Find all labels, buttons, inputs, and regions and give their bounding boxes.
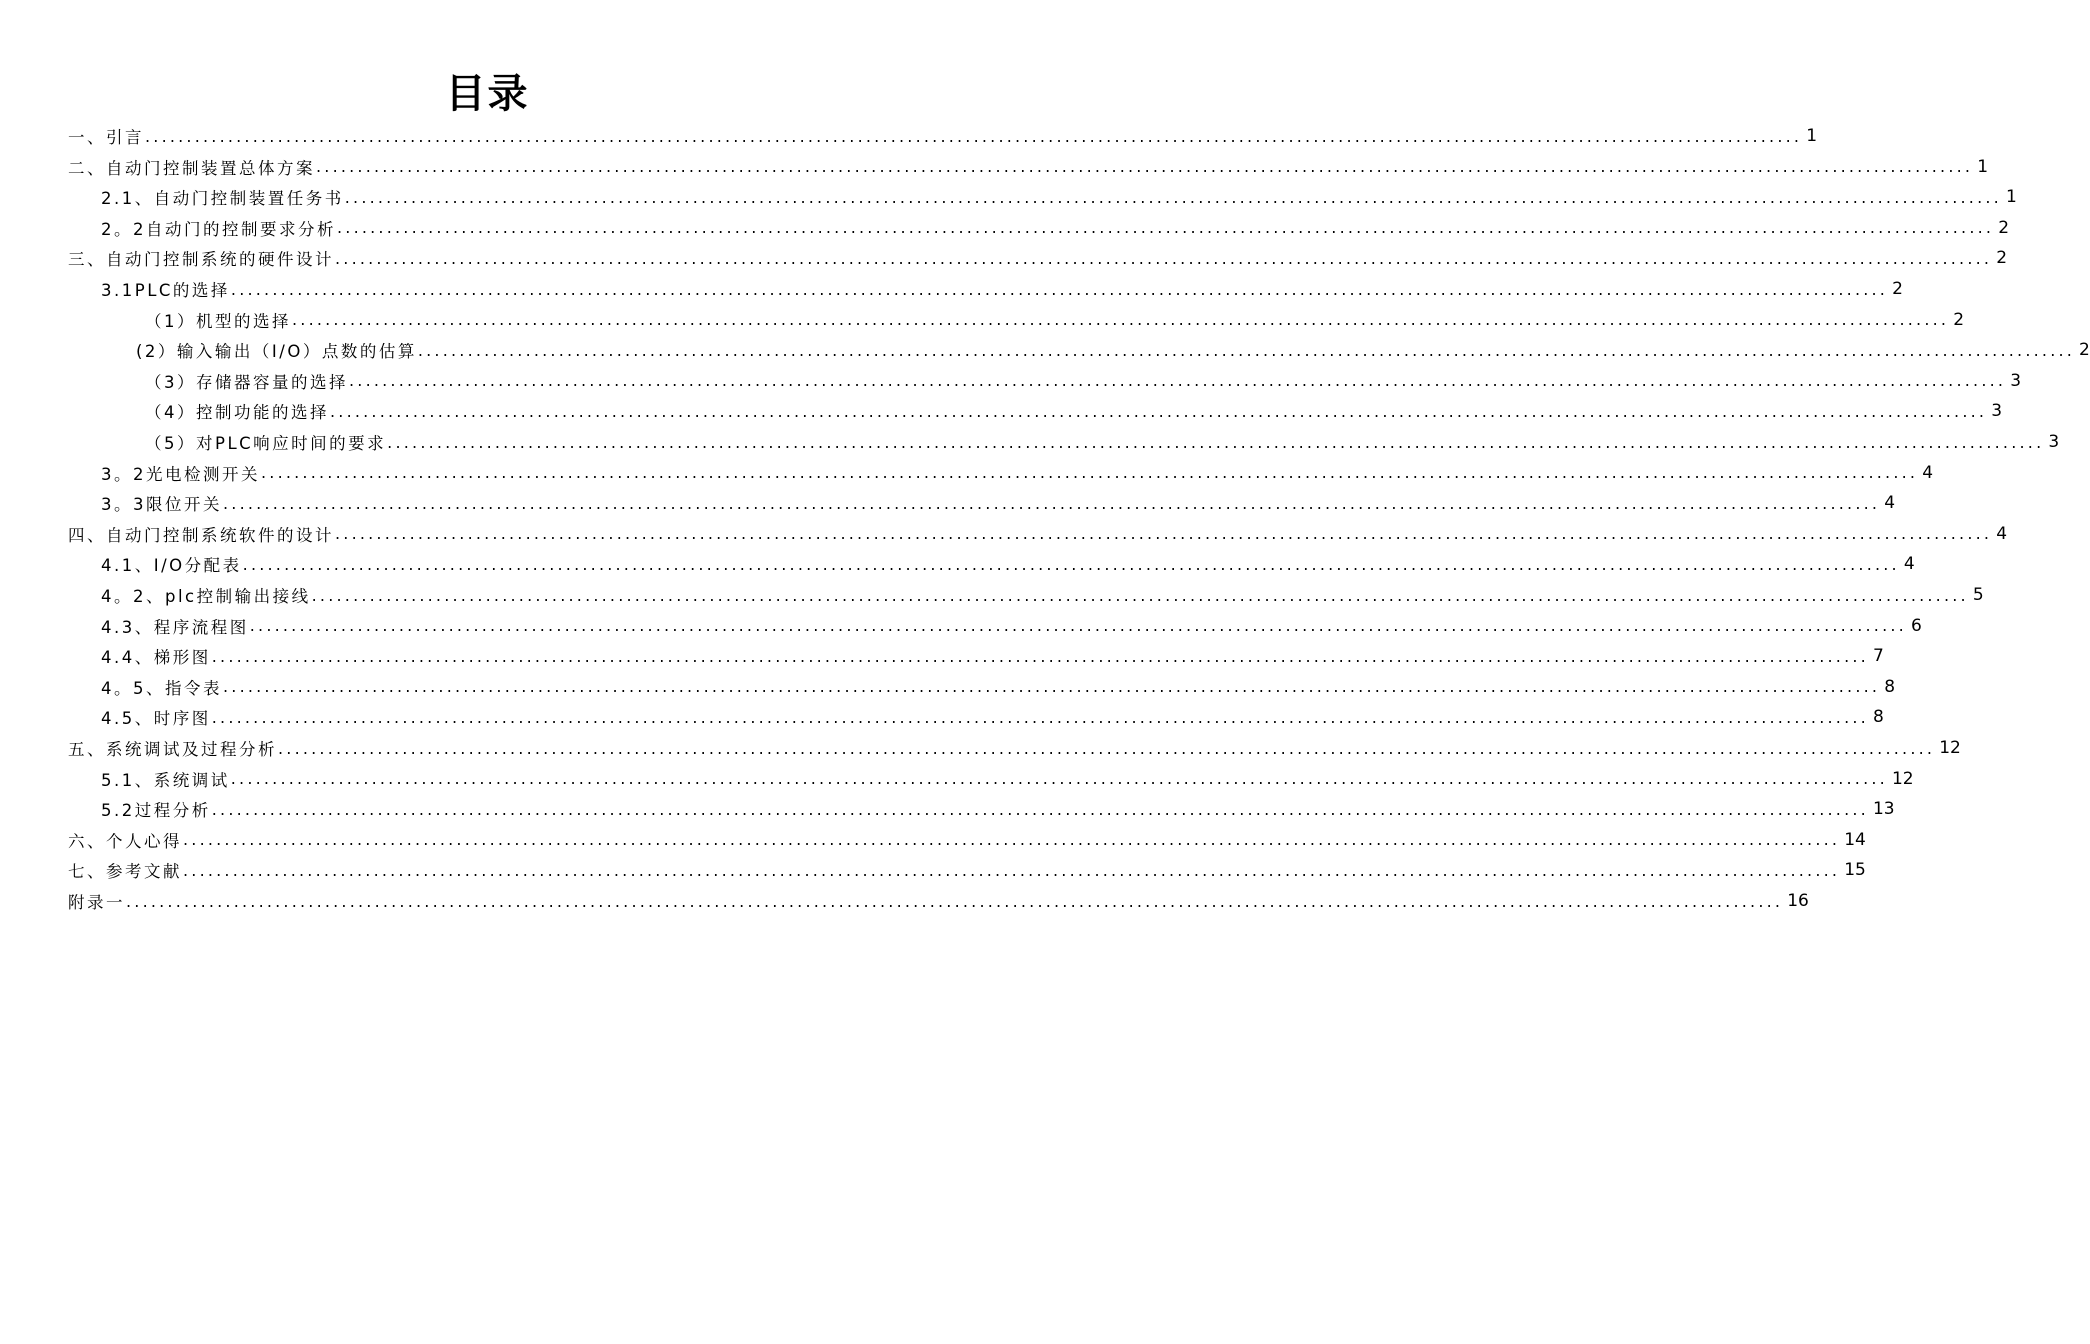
toc-entry-page: 2	[2079, 340, 2090, 361]
toc-entry[interactable]	[101, 458, 1934, 488]
toc-entry[interactable]	[101, 641, 1884, 671]
toc-entry-text: 四、自动门控制系统软件的设计	[68, 525, 334, 545]
toc-entry[interactable]	[145, 366, 2022, 396]
toc-entry[interactable]	[68, 825, 1866, 855]
toc-entry-page: 4	[1922, 462, 1934, 483]
dot-leader: ........................................................................................................................................................................................................	[145, 126, 1803, 146]
toc-entry[interactable]	[68, 152, 1989, 182]
toc-entry-page: 3	[2048, 432, 2060, 452]
toc-entry[interactable]	[145, 305, 1965, 335]
toc-entry-text: 4.1、I/O分配表	[101, 556, 242, 576]
toc-entry-page: 13	[1872, 799, 1895, 820]
toc-entry[interactable]	[68, 855, 1866, 885]
dot-leader: ........................................................................................................................................................................................................	[126, 891, 1784, 911]
toc-entry[interactable]	[145, 396, 2003, 426]
toc-entry[interactable]	[101, 764, 1914, 794]
toc-entry[interactable]	[136, 335, 2090, 365]
dot-leader: ........................................................................................................................................................................................................	[183, 860, 1841, 880]
toc-entry-text: 4.3、程序流程图	[101, 617, 249, 637]
toc-entry-page: 4	[1903, 554, 1915, 575]
toc-entry[interactable]	[68, 121, 1818, 151]
toc-entry[interactable]	[101, 488, 1896, 518]
toc-entry[interactable]	[101, 611, 1922, 641]
toc-entry-text: 3.1PLC的选择	[101, 281, 230, 300]
toc-entry-text: 一、引言	[68, 128, 144, 147]
dot-leader: ........................................................................................................................................................................................................	[335, 524, 1993, 544]
toc-entry-text: 3。2光电检测开关	[101, 464, 260, 484]
toc-entry-page: 3	[2010, 370, 2022, 391]
dot-leader: ........................................................................................................................................................................................................	[223, 677, 1881, 697]
toc-entry-text: 4.5、时序图	[101, 709, 211, 729]
toc-entry-page: 2	[1996, 248, 2008, 269]
toc-entry-text: 五、系统调试及过程分析	[68, 740, 277, 759]
toc-entry[interactable]	[101, 549, 1915, 579]
toc-entry-page: 4	[1884, 493, 1896, 514]
toc-entry-text: （5）对PLC响应时间的要求	[145, 434, 387, 453]
toc-entry-text: 三、自动门控制系统的硬件设计	[68, 250, 334, 270]
dot-leader: ........................................................................................................................................................................................................	[230, 279, 1889, 299]
dot-leader: ........................................................................................................................................................................................................	[335, 248, 1993, 268]
dot-leader: ........................................................................................................................................................................................................	[344, 187, 2002, 207]
toc-entry[interactable]	[101, 213, 2010, 243]
toc-entry-page: 6	[1910, 615, 1922, 636]
toc-entry-page: 14	[1844, 829, 1866, 850]
dot-leader: ........................................................................................................................................................................................................	[261, 463, 1919, 483]
toc-entry-page: 4	[1996, 523, 2008, 544]
toc-entry-text: 2。2自动门的控制要求分析	[101, 219, 336, 239]
dot-leader: ........................................................................................................................................................................................................	[330, 401, 1988, 421]
dot-leader: ........................................................................................................................................................................................................	[249, 616, 1907, 636]
toc-entry-text: (2）输入输出（I/O）点数的估算	[136, 342, 417, 362]
toc-entry[interactable]	[101, 794, 1895, 824]
dot-leader: ........................................................................................................................................................................................................	[211, 799, 1869, 819]
toc-entry-text: 3。3限位开关	[101, 495, 222, 515]
toc-entry-page: 5	[1972, 585, 1984, 605]
toc-entry-page: 3	[1991, 401, 2003, 422]
toc-entry[interactable]	[145, 427, 2060, 457]
toc-entry-text: 二、自动门控制装置总体方案	[68, 158, 315, 178]
toc-entry-text: 4。5、指令表	[101, 678, 222, 698]
dot-leader: ........................................................................................................................................................................................................	[278, 738, 1936, 758]
toc-entry-text: 5.1、系统调试	[101, 770, 230, 790]
toc-entry[interactable]	[68, 886, 1809, 916]
toc-entry-text: 附录一	[68, 893, 125, 912]
toc-entry[interactable]	[68, 733, 1961, 763]
toc-entry-page: 12	[1939, 738, 1961, 758]
toc-entry-text: （4）控制功能的选择	[145, 403, 329, 423]
dot-leader: ........................................................................................................................................................................................................	[349, 371, 2007, 391]
dot-leader: ........................................................................................................................................................................................................	[316, 157, 1974, 177]
toc-entry-page: 1	[1806, 126, 1818, 146]
toc-entry[interactable]	[101, 580, 1984, 610]
toc-entry-text: 七、参考文献	[68, 862, 182, 882]
toc-entry-text: 4。2、plc控制输出接线	[101, 587, 311, 606]
dot-leader: ........................................................................................................................................................................................................	[292, 310, 1950, 330]
toc-entry-page: 2	[1953, 309, 1965, 330]
toc-entry-page: 2	[1998, 217, 2010, 238]
toc-entry-page: 16	[1787, 891, 1809, 911]
dot-leader: ........................................................................................................................................................................................................	[337, 218, 1995, 238]
toc-entry[interactable]	[101, 182, 2017, 212]
toc-entry-text: （1）机型的选择	[145, 311, 291, 331]
toc-entry[interactable]	[101, 672, 1896, 702]
toc-entry-page: 1	[1977, 156, 1989, 177]
toc-entry-page: 2	[1892, 279, 1903, 299]
toc-entry-page: 8	[1884, 676, 1896, 697]
toc-entry-page: 1	[2005, 187, 2017, 208]
dot-leader: ........................................................................................................................................................................................................	[211, 646, 1869, 666]
toc-entry-page: 8	[1872, 707, 1884, 728]
dot-leader: ........................................................................................................................................................................................................	[311, 585, 1969, 605]
toc-entry[interactable]	[68, 519, 2008, 549]
toc-entry-page: 15	[1844, 860, 1866, 881]
dot-leader: ........................................................................................................................................................................................................	[211, 707, 1869, 727]
toc-entry[interactable]	[101, 702, 1884, 732]
toc-entry-text: 4.4、梯形图	[101, 648, 211, 668]
toc-entry[interactable]	[68, 243, 2008, 273]
toc-entry-text: 5.2过程分析	[101, 801, 211, 821]
dot-leader: ........................................................................................................................................................................................................	[387, 432, 2045, 452]
toc-entry-page: 12	[1891, 768, 1914, 789]
dot-leader: ........................................................................................................................................................................................................	[242, 554, 1900, 574]
toc-entry-page: 7	[1872, 646, 1884, 667]
dot-leader: ........................................................................................................................................................................................................	[223, 493, 1881, 513]
dot-leader: ........................................................................................................................................................................................................	[417, 340, 2076, 360]
dot-leader: ........................................................................................................................................................................................................	[183, 830, 1841, 850]
toc-entry-text: 六、个人心得	[68, 831, 182, 851]
dot-leader: ........................................................................................................................................................................................................	[230, 769, 1888, 789]
toc-entry-text: 2.1、自动门控制装置任务书	[101, 189, 344, 209]
toc-entry-text: （3）存储器容量的选择	[145, 372, 348, 392]
document-title: 目录	[445, 71, 530, 117]
toc-entry[interactable]	[101, 274, 1903, 304]
